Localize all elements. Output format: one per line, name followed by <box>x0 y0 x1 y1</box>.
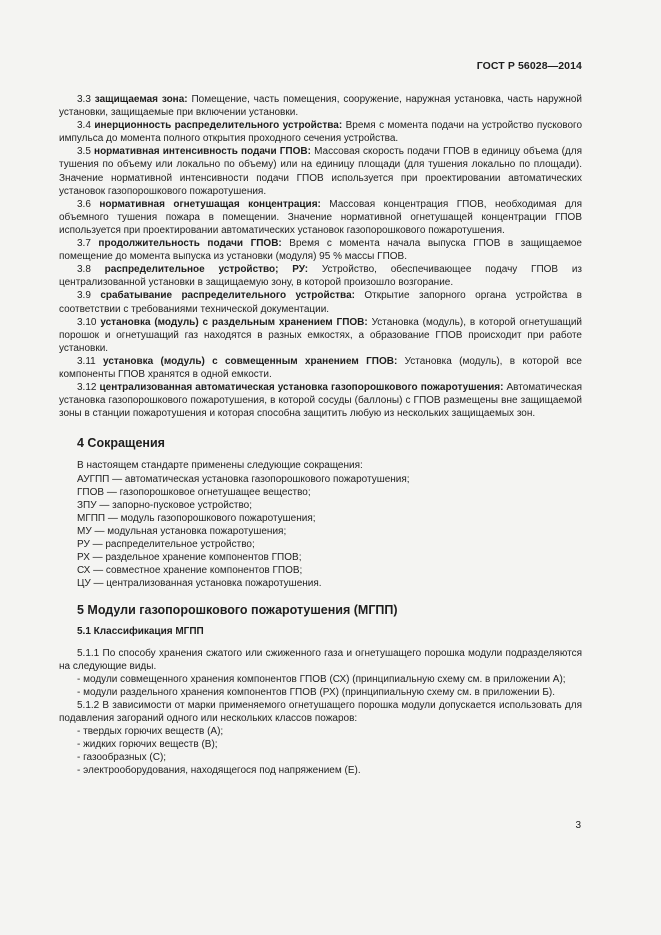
page-number: 3 <box>575 820 581 831</box>
paragraph-5-1-1: 5.1.1 По способу хранения сжатого или сжиженного газа и огнетушащего порошка модули подразделяются на следующие виды. <box>59 647 582 672</box>
definition-number: 3.7 <box>77 238 91 250</box>
definition-number: 3.11 <box>77 355 96 367</box>
abbreviation-item: ЦУ — централизованная установка пожаротушения. <box>77 578 322 590</box>
definition-term: инерционность распределительного устройства: <box>94 120 343 132</box>
fire-classes-list <box>59 725 582 777</box>
definition-paragraph <box>59 198 582 237</box>
definition-number: 3.10 <box>77 316 97 328</box>
fire-class-item: - электрооборудования, находящегося под напряжением (Е). <box>77 765 361 777</box>
definition-number: 3.6 <box>77 198 91 210</box>
definition-number: 3.4 <box>77 120 91 132</box>
definition-term: установка (модуль) с раздельным хранением ГПОВ: <box>100 316 368 328</box>
definition-text: Массовая скорость подачи ГПОВ в единицу объема (для тушения по объему или локально по объему) или на единицу площади (для тушения локально по площади). Значение нормативной интенсивности подачи ГПОВ используется при проектировании автоматических установок газопорошкового пожаротушения. <box>59 146 583 197</box>
module-types-list <box>59 673 582 699</box>
paragraph-5-1-2: 5.1.2 В зависимости от марки применяемого огнетушащего порошка модули допускается использовать для подавления загораний одного или нескольких классов пожаров: <box>59 699 582 725</box>
definition-number: 3.3 <box>77 94 91 105</box>
definition-paragraph <box>59 145 582 197</box>
definition-paragraph <box>59 381 582 420</box>
definition-text: Время с момента подачи на устройство пускового импульса до момента полного открытия проходного сечения устройства. <box>59 120 583 145</box>
definition-text: Открытие запорного органа устройства в соответствии с требованиями технической документации. <box>59 290 582 315</box>
definition-paragraph <box>59 289 582 315</box>
definition-text: Автоматическая установка газопорошкового пожаротушения, в которой сосуды (баллоны) с ГПОВ размещены вне защищаемой зоны в станции пожаротушения и которая способна защитить любую из нескольких защищаемых зон. <box>59 382 582 420</box>
abbreviations-intro: В настоящем стандарте применены следующие сокращения: <box>77 460 363 472</box>
definition-paragraph <box>59 119 582 145</box>
definition-paragraph <box>59 237 582 263</box>
definition-paragraph <box>59 355 582 381</box>
document-id-header: ГОСТ Р 56028—2014 <box>476 60 582 72</box>
fire-class-item: - жидких горючих веществ (В); <box>77 739 218 751</box>
definition-number: 3.5 <box>77 146 91 158</box>
module-type-item: - модули раздельного хранения компонентов ГПОВ (РХ) (принципиальную схему см. в приложении Б). <box>77 686 555 698</box>
definition-term: распределительное устройство; РУ: <box>104 264 309 276</box>
document-body <box>59 93 582 778</box>
definition-term: защищаемая зона: <box>94 94 188 105</box>
abbreviations-list <box>59 473 582 591</box>
abbreviation-item: СХ — совместное хранение компонентов ГПОВ; <box>77 565 303 577</box>
definition-term: нормативная интенсивность подачи ГПОВ: <box>94 146 311 158</box>
definition-number: 3.12 <box>77 382 97 394</box>
definition-number: 3.9 <box>77 290 91 302</box>
abbreviation-item: АУГПП — автоматическая установка газопорошкового пожаротушения; <box>77 473 410 485</box>
fire-class-item: - твердых горючих веществ (А); <box>77 726 224 738</box>
definition-term: нормативная огнетушащая концентрация: <box>99 198 321 210</box>
definitions-list <box>59 93 582 420</box>
definition-text: Помещение, часть помещения, сооружение, наружная установка, часть наружной установки, защищаемые при включении установки. <box>59 94 582 119</box>
subsection-5-1-title: 5.1 Классификация МГПП <box>77 626 204 638</box>
definition-term: срабатывание распределительного устройства: <box>100 290 355 302</box>
definition-text: Время с момента начала выпуска ГПОВ в защищаемое помещение до момента выпуска из установки (модуля) 95 % массы ГПОВ. <box>59 238 582 263</box>
module-type-item: - модули совмещенного хранения компонентов ГПОВ (СХ) (принципиальную схему см. в приложении А); <box>77 673 566 685</box>
definition-text: Установка (модуль), в которой все компоненты ГПОВ хранятся в одной емкости. <box>59 355 582 380</box>
definition-paragraph <box>59 316 582 355</box>
abbreviation-item: МГПП — модуль газопорошкового пожаротушения; <box>77 512 316 524</box>
definition-term: установка (модуль) с совмещенным хранением ГПОВ: <box>103 355 398 367</box>
definition-number: 3.8 <box>77 264 91 276</box>
definition-term: продолжительность подачи ГПОВ: <box>98 238 282 250</box>
abbreviation-item: МУ — модульная установка пожаротушения; <box>77 525 287 537</box>
definition-term: централизованная автоматическая установка газопорошкового пожаротушения: <box>99 382 504 394</box>
section-4-title: 4 Сокращения <box>77 436 165 451</box>
definition-text: Установка (модуль), в которой огнетушащий порошок и огнетушащий газ находятся в разных емкостях, а образование ГПОВ происходит при работе установки. <box>59 316 583 354</box>
definition-paragraph <box>59 93 582 119</box>
fire-class-item: - газообразных (С); <box>77 752 167 764</box>
abbreviation-item: ЗПУ — запорно-пусковое устройство; <box>77 499 252 511</box>
abbreviation-item: РХ — раздельное хранение компонентов ГПОВ; <box>77 552 302 564</box>
definition-paragraph <box>59 263 582 289</box>
definition-text: Устройство, обеспечивающее подачу ГПОВ из централизованной установки в защищаемую зону, в которой произошло возгорание. <box>59 264 583 289</box>
abbreviation-item: РУ — распределительное устройство; <box>77 539 255 550</box>
abbreviation-item: ГПОВ — газопорошковое огнетушащее вещество; <box>77 486 311 498</box>
definition-text: Массовая концентрация ГПОВ, необходимая для объемного тушения пожара в помещении. Значение нормативной огнетушащей концентрации ГПОВ используется при проектировании автоматических установок газопорошкового пожаротушения. <box>59 198 583 236</box>
section-5-title: 5 Модули газопорошкового пожаротушения (МГПП) <box>77 603 398 618</box>
